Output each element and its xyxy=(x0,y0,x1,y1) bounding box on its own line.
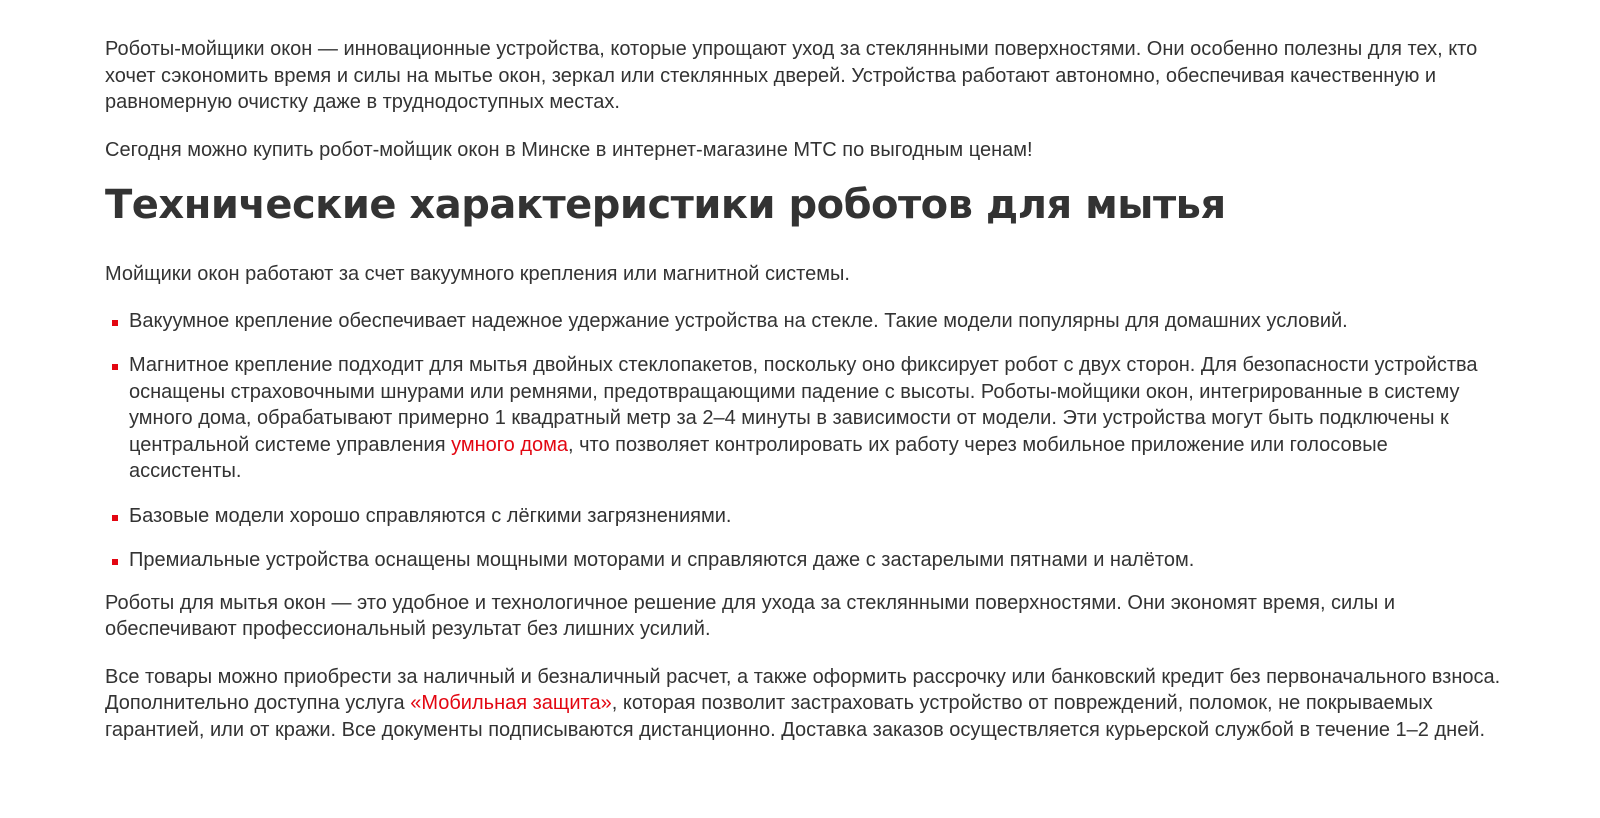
section-title: Технические характеристики роботов для мытья xyxy=(105,182,1226,228)
list-item-text: Вакуумное крепление обеспечивает надежное удержание устройства на стекле. Такие модели популярны для домашних условий. xyxy=(129,309,1348,332)
intro-paragraph: Роботы-мойщики окон — инновационные устройства, которые упрощают уход за стеклянными поверхностями. Они особенно полезны для тех, кто хочет сэкономить время и силы на мытье окон, зеркал или стеклянных дверей. Устройства работают автономно, обеспечивая качественную и равномерную очистку даже в труднодоступных местах. xyxy=(105,38,1478,113)
payment-text-after-link: , которая позволит застраховать устройство от повреждений, поломок, не покрываемых гарантией, или от кражи. Все документы подписываются дистанционно. Доставка заказов осуществляется курьерской службой в течение 1–2 дней. xyxy=(105,692,1486,741)
payment-text-before-link: Все товары можно приобрести за наличный и безналичный расчет, а также оформить рассрочку или банковский кредит без первоначального взноса. Дополнительно доступна услуга xyxy=(105,665,1501,714)
lead-paragraph: Мойщики окон работают за счет вакуумного крепления или магнитной системы. xyxy=(105,263,850,285)
list-item-text: Базовые модели хорошо справляются с лёгкими загрязнениями. xyxy=(129,504,732,527)
bullet-square-icon xyxy=(112,320,118,326)
mobile-protection-link[interactable]: «Мобильная защита» xyxy=(410,692,612,714)
list-item-magnetic xyxy=(129,352,1505,485)
article-content xyxy=(105,36,1505,743)
bullet-square-icon xyxy=(112,515,118,521)
payment-paragraph xyxy=(105,664,1505,744)
list-item-text-after-link: , что позволяет контролировать их работу через мобильное приложение или голосовые ассистенты. xyxy=(129,433,1388,482)
features-list xyxy=(105,308,1505,574)
bullet-square-icon xyxy=(112,559,118,565)
list-item-premium-models xyxy=(129,547,1505,574)
list-item-text: Премиальные устройства оснащены мощными моторами и справляются даже с застарелыми пятнами и налётом. xyxy=(129,549,1195,571)
list-item-basic-models xyxy=(129,503,1505,530)
summary-paragraph: Роботы для мытья окон — это удобное и технологичное решение для ухода за стеклянными поверхностями. Они экономят время, силы и обеспечивают профессиональный результат без лишних усилий. xyxy=(105,591,1395,640)
smart-home-link[interactable]: умного дома xyxy=(451,433,568,456)
list-item-vacuum xyxy=(129,308,1505,335)
list-item-text-before-link: Магнитное крепление подходит для мытья двойных стеклопакетов, поскольку оно фиксирует робот с двух сторон. Для безопасности устройства оснащены страховочными шнурами или ремнями, предотвращающими падение с высоты. Роботы-мойщики окон, интегрированные в систему умного дома, обрабатывают примерно 1 квадратный метр за 2–4 минуты в зависимости от модели. Эти устройства могут быть подключены к центральной системе управления xyxy=(129,354,1478,456)
bullet-square-icon xyxy=(112,364,118,370)
intro-buy-paragraph: Сегодня можно купить робот-мойщик окон в Минске в интернет-магазине МТС по выгодным ценам! xyxy=(105,138,1033,161)
